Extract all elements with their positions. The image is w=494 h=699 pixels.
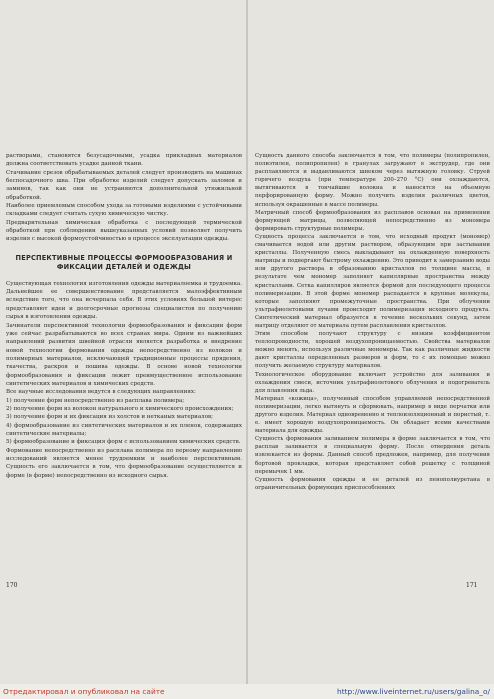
paragraph: Существующая технология изготовления одежды материалоемка и трудоемка. Дальнейшее ее совершенствование представляется малоэффективным вследствие того, что она исчерпала себя. В этих условиях большой интерес представляют идеи и долгосрочные прогнозы специалистов по получению сырья в изготовлении одежды. [6, 280, 242, 321]
list-item: 5) формообразование и фиксация форм с использованием химических средств. [6, 439, 241, 446]
paragraph: Зачинатели перспективной технологии формообразования и фиксации форм уже сейчас разрабатываются во всех странах мира. Одним из важнейших направлений развития швейной отрасли является разработка и внедрение новой технологии формования одежды непосредственно из волокон и полимерных материалов, исключающей традиционные процессы прядения, ткачества, раскроя и пошива одежды. В основе новой технологии формообразования и фиксации лежит преимущественное использование синтетических материалов и химических средств. [6, 322, 242, 387]
paragraph: Предварительная химическая обработка с последующей термической обработкой при соблюдении вышеуказанных условий позволяет получить изделия с высокой формоустойчивостью в процессе эксплуатации одежды. [6, 219, 242, 243]
left-page [6, 152, 242, 480]
section-heading: ПЕРСПЕКТИВНЫЕ ПРОЦЕССЫ ФОРМООБРАЗОВАНИЯ И ФИКСАЦИИ ДЕТАЛЕЙ И ОДЕЖДЫ [15, 253, 233, 271]
paragraph: Сущность процесса заключается в том, что исходный продукт (мономер) смачивается водой или другим раствором, образующим при застывании кристаллы. Полученную смесь выкладывают на охлажденную поверхность матрицы и подвергают быстрому охлаждению. Это приводит к замерзанию воды или другого раствора и образованию кристаллов по толщине массы, в результате чем мономер заполняет капиллярные пространства между кристаллами. Сетка капилляров является формой для последующего процесса полимеризации. В этой форме мономер распадается в крупные молекулы, которые заполняют промежуточные пространства. При облучении ультрафиолетовыми лучами происходит полимеризация исходного продукта. Синтетический материал образуется в течение нескольких секунд, затем матрицу отделяют от материала путем расплавления кристаллов. [255, 233, 490, 329]
paragraph: Сущность формования одежды и ее деталей из пенополиуретана в ограничительных формующих приспособлениях [255, 476, 490, 491]
right-page [255, 152, 490, 492]
site-link[interactable]: http://www.liveinternet.ru/users/galina_o/ [337, 687, 490, 696]
paragraph: Формование непосредственно из расплава полимера по переому направлению исследований является менее трудоемким и наиболее перспективным. Сущность его заключается в том, что формообразование осуществляется и форме (в форме) непосредственно из исходного сырья. [6, 447, 242, 479]
attribution-footer [0, 684, 494, 699]
paragraph: Материал «кожица», полученный способом управляемой непосредственной полимеризации, легко вытянуть и сформовать, например в виде перчатки или другого изделия. Материал одновременно и теплоизоляционный и пористый, т. е. имеет хорошую воздухопроницаемость. Он обладает всеми качествами материала для одежды. [255, 395, 490, 435]
page-number-right: 171 [466, 582, 478, 589]
attribution-text: Отредактировал и опубликовал на сайте [3, 687, 165, 696]
paragraph: растворами, становятся безусадочными, усадка прикладных материалов должна соответствовать усадке данной ткани. [6, 153, 242, 168]
paragraph: Сущность формования заливанием полимера в форме заключается в том, что расплав заливается в специальную форму. После отвердения деталь извлекается из формы. Данный способ предложен, например, для получения бортовой прокладки, которая представляет собой решетку с толщиной перемычек 1 мм. [255, 436, 490, 475]
paragraph: Матричный способ формообразования из расплавов основан на применении формующей матрицы, позволяющей непосредственно из мономера формировать структурные полимеры. [255, 209, 490, 232]
paragraph: Сущность данного способа заключается в том, что полимеры (полипропилен, полиэтилен, полипропилен) в гранулах загружают в экструдер, где они расплавляются и выдавливаются шнеком через вытяжную головку. Струей горячего воздуха (при температуре 200–270 °С) они охлаждаются, вытягиваются в тончайшие волокна и наносятся на объемную перфорированную форму. Можно получить изделия различных цветов, используя окрашенные в массе полимеры. [255, 153, 490, 208]
paragraph: Наиболее приемлемым способом ухода за готовыми изделиями с устойчивыми складками следует считать сухую химическую чистку. [6, 203, 242, 218]
list-item: 1) получение форм непосредственно из расплава полимера; [6, 397, 185, 404]
list-item: 2) получение форм из волокон натурального и химического происхождения; [6, 405, 234, 412]
paragraph: Стачивание срезов обрабатываемых деталей следует производить на машинах беспосадочного шва. При обработке изделий следует допускать заломов и заминов, так как они не устраняются дополнительной утюжильной обработкой. [6, 169, 242, 201]
paragraph: Этим способом получают структуру с низким коэффициентом теплопроводности, хорошей воздухопроницаемостью. Свойства материалов можно менять, используя различные мономеры. Так как различные жидкости дают кристаллы определенных размеров и форм, то с их помощью можно получить желаемую структуру материалов. [255, 331, 490, 370]
page-number-left: 170 [6, 582, 18, 589]
paragraph: Технологическое оборудование включает устройство для заливания и охлаждения смеси, источник ультрафиолетового облучения и подогреватель для плавления льда. [255, 371, 490, 394]
paragraph: Все научные исследования ведутся в следующих направлениях: [6, 389, 196, 396]
page-gutter [246, 0, 248, 684]
list-item: 4) формообразование из синтетических материалов и их пленок, содержащих синтетические материалы; [6, 422, 242, 437]
list-item: 3) получение форм и их фиксация из холстов и нетканых материалов; [6, 414, 214, 421]
